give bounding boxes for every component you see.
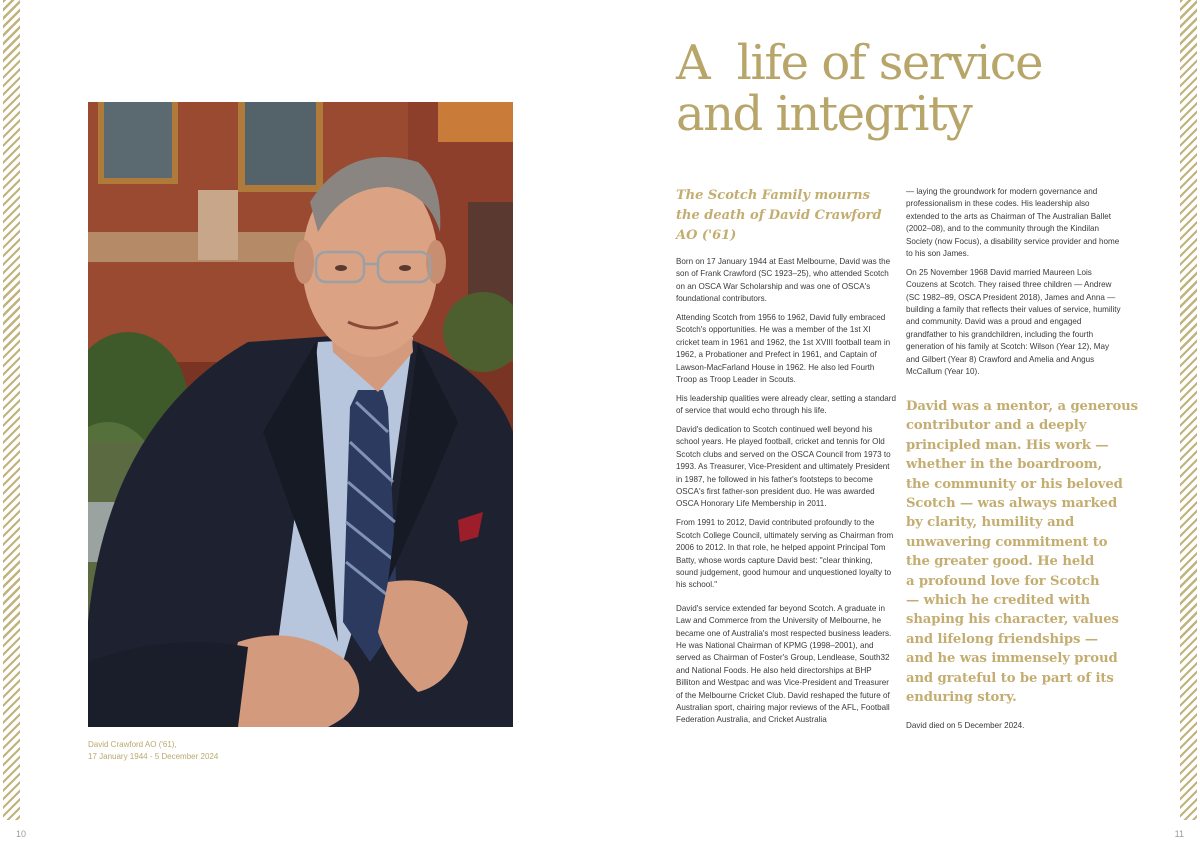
quote-line: the greater good. He held: [906, 554, 1095, 570]
paragraph: From 1991 to 2012, David contributed profoundly to the Scotch College Council, ultimately serving as Chairman from 2006 to 2012. In that role, he helped appoint Principal Tom Batty, whose words capture David best: "clear thinking, sound judgement, good humour and unquestioned loyalty to his school.": [676, 518, 894, 590]
quote-line: a profound love for Scotch: [906, 573, 1100, 589]
body-column-left: [676, 256, 896, 733]
quote-line: — which he credited with: [906, 593, 1091, 609]
caption-dates: 17 January 1944 - 5 December 2024: [88, 752, 219, 761]
paragraph: Born on 17 January 1944 at East Melbourne, David was the son of Frank Crawford (SC 1923–25), who attended Scotch on an OSCA War Scholarship and was one of OSCA's foundational contributors.: [676, 257, 891, 304]
quote-line: whether in the boardroom,: [906, 457, 1103, 473]
quote-line: and lifelong friendships —: [906, 631, 1098, 647]
quote-line: by clarity, humility and: [906, 515, 1075, 531]
paragraph: David's service extended far beyond Scotch. A graduate in Law and Commerce from the University of Melbourne, he became one of Australia's most respected business leaders. He was National Chairman of KPMG (1998–2001), and served as Chairman of Foster's Group, Lendlease, South32 and National Foods. He also held directorships at BHP Billiton and Westpac and was Vice-President and Treasurer of the Melbourne Cricket Club. David reshaped the future of Australian sport, chairing major reviews of the AFL, Football Federation Australia, and Cricket Australia: [676, 603, 892, 725]
paragraph: Attending Scotch from 1956 to 1962, David fully embraced Scotch's opportunities. He was a member of the 1st XI cricket team in 1961 and 1962, the 1st XVIII football team in 1962, a Probationer and Prefect in 1961, and Captain of Lawson-MacFarland House in 1962. He also led Fourth Troop as Troop Leader in Scouts.: [676, 313, 891, 385]
quote-line: contributor and a deeply: [906, 418, 1087, 434]
paragraph: David's dedication to Scotch continued well beyond his school years. He played football, cricket and tennis for Old Scotch clubs and served on the OSCA Council from 1973 to 1993. As Treasurer, Vice-President and ultimately President in 1987, he followed in his father's footsteps to become OSCA's first father-son president duo. He was awarded OSCA Honorary Life Membership in 2011.: [676, 425, 891, 509]
page-number-left: 10: [16, 829, 27, 839]
decorative-stripe-right: [1180, 0, 1197, 820]
portrait-photo: [88, 102, 513, 727]
quote-line: shaping his character, values: [906, 612, 1119, 628]
title-line-2: and integrity: [676, 86, 972, 142]
body-column-right: [906, 186, 1124, 385]
decorative-stripe-left: [3, 0, 20, 820]
quote-line: Scotch — was always marked: [906, 496, 1118, 512]
page-number-right: 11: [1174, 829, 1184, 839]
quote-line: David was a mentor, a generous: [906, 399, 1138, 414]
quote-line: principled man. His work —: [906, 437, 1109, 453]
death-note: David died on 5 December 2024.: [906, 721, 1025, 730]
caption-name: David Crawford AO ('61),: [88, 740, 177, 749]
article-title: [676, 35, 1146, 142]
quote-line: the community or his beloved: [906, 476, 1123, 492]
quote-line: and grateful to be part of its: [906, 670, 1114, 686]
paragraph: On 25 November 1968 David married Maureen Lois Couzens at Scotch. They raised three children — Andrew (SC 1982–89, OSCA President 2018), James and Anna — building a family that reflects their values of service, humility and community. David was a proud and engaged grandfather to his grandchildren, including the fourth generation of his family at Scotch: Wilson (Year 12), May and Gilbert (Year 8) Crawford and Amelia and Angus McCallum (Year 10).: [906, 267, 1121, 377]
paragraph: His leadership qualities were already clear, setting a standard of service that would echo through his life.: [676, 393, 897, 416]
quote-line: and he was immensely proud: [906, 651, 1118, 667]
pull-quote: [906, 397, 1138, 708]
paragraph: — laying the groundwork for modern governance and professionalism in these codes. His leadership also extended to the arts as Chairman of The Australian Ballet (2002–08), and to the community through the Kindilan Society (now Focus), a disability service provider and home to his son James.: [906, 187, 1120, 259]
quote-line: enduring story.: [906, 690, 1017, 706]
quote-line: unwavering commitment to: [906, 534, 1108, 550]
article-subheading: The Scotch Family mourns the death of David Crawford AO ('61): [676, 188, 882, 243]
title-line-1: A life of service: [676, 35, 1042, 91]
photo-caption: [88, 739, 388, 763]
